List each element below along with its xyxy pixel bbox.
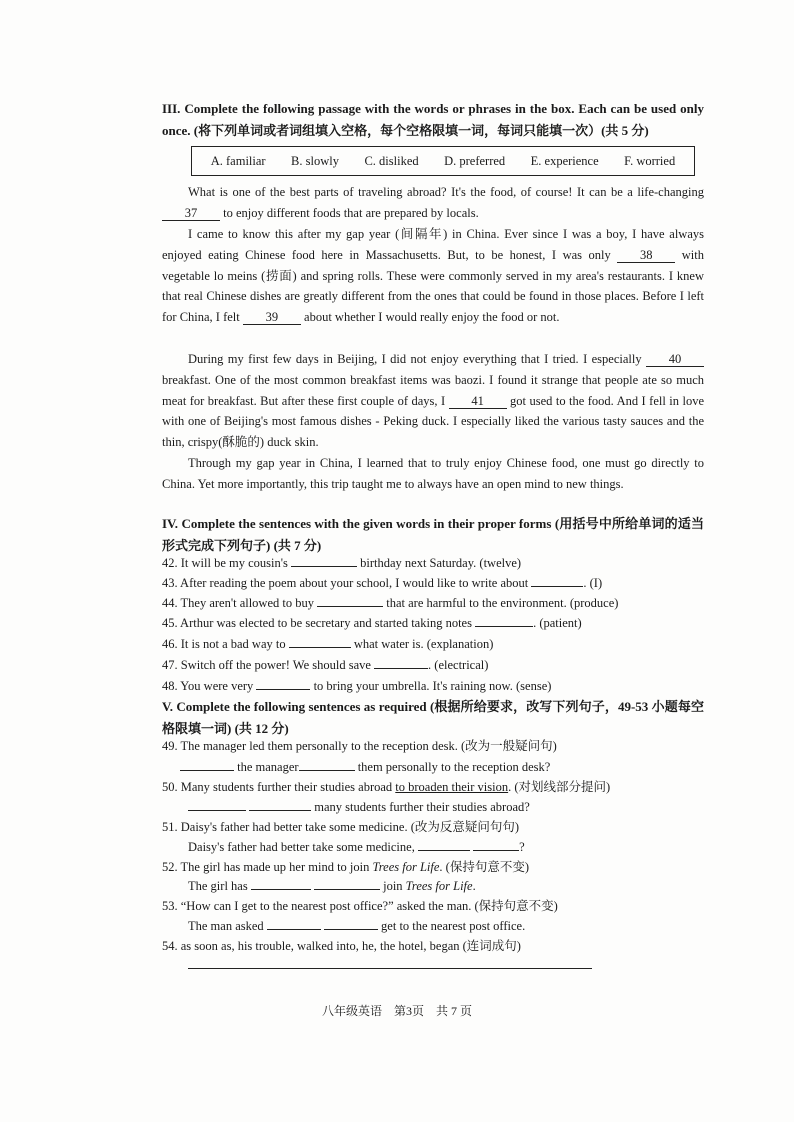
- answer-blank-51a[interactable]: [418, 838, 470, 851]
- option-b: B. slowly: [291, 153, 339, 168]
- question-50-answer: many students further their studies abroad?: [188, 797, 530, 817]
- answer-blank-43[interactable]: [531, 574, 583, 587]
- question-47: 47. Switch off the power! We should save . (electrical): [162, 658, 489, 672]
- question-46: 46. It is not a bad way to what water is. (explanation): [162, 637, 494, 651]
- passage-paragraph-1: What is one of the best parts of traveling abroad? It's the food, of course! It can be a life-changing 37 to enjoy different foods that are prepared by locals.: [162, 182, 704, 224]
- blank-37[interactable]: 37: [162, 206, 220, 221]
- blank-40[interactable]: 40: [646, 352, 704, 367]
- option-a: A. familiar: [210, 153, 266, 168]
- passage-paragraph-4: Through my gap year in China, I learned that to truly enjoy Chinese food, one must go directly to China. Yet more importantly, this trip taught me to always have an open mind to new things.: [162, 456, 704, 491]
- section-3-title: III. Complete the following passage with the words or phrases in the box. Each can be used only once. (将下列单词或者词组填入空格，每个空格限填一词，每词只能填一次）(共 5 分): [162, 101, 704, 138]
- question-42: 42. It will be my cousin's birthday next Saturday. (twelve): [162, 556, 522, 570]
- question-54: 54. as soon as, his trouble, walked into, he, the hotel, began (连词成句): [162, 939, 521, 953]
- question-51-answer: Daisy's father had better take some medicine, ?: [188, 840, 525, 854]
- answer-blank-48[interactable]: [256, 677, 310, 690]
- answer-blank-50b[interactable]: [249, 798, 311, 811]
- option-e: E. experience: [530, 153, 599, 168]
- word-box: [191, 146, 695, 176]
- question-45: 45. Arthur was elected to be secretary and started taking notes . (patient): [162, 616, 582, 630]
- answer-blank-45[interactable]: [475, 614, 533, 627]
- answer-blank-49b[interactable]: [299, 758, 355, 771]
- passage-paragraph-3: During my first few days in Beijing, I did not enjoy everything that I tried. I especially 40 breakfast. One of the most common breakfast items was baozi. I found it strange that people ate so much meat for breakfast. But after these first couple of days, I 41 got used to the food. And I fell in love with one of Beijing's most famous dishes - Peking duck. I especially liked the various tasty sauces and the thin, crispy(酥脆的) duck skin.: [162, 352, 704, 450]
- section-5-title: V. Complete the following sentences as required (根据所给要求，改写下列句子，49-53 小题每空格限填一词) (共 12 分): [162, 699, 704, 736]
- answer-blank-44[interactable]: [317, 594, 383, 607]
- question-44: 44. They aren't allowed to buy that are harmful to the environment. (produce): [162, 596, 619, 610]
- question-52-answer: The girl has join Trees for Life.: [188, 879, 476, 893]
- section-4-title: IV. Complete the sentences with the given words in their proper forms (用括号中所给单词的适当形式完成下列句子) (共 7 分): [162, 516, 704, 553]
- question-53: 53. “How can I get to the nearest post office?” asked the man. (保持句意不变): [162, 899, 558, 913]
- passage-paragraph-2: I came to know this after my gap year (间隔年) in China. Ever since I was a boy, I have always enjoyed eating Chinese food here in Massachusetts. But, to be honest, I was only 38 with vegetable lo meins (捞面) and spring rolls. These were commonly served in my area's restaurants. I knew that real Chinese dishes are greatly different from the ones that could be found in those places. Before I left for China, I felt 39 about whether I would really enjoy the food or not.: [162, 227, 704, 325]
- answer-blank-51b[interactable]: [473, 838, 519, 851]
- answer-line-54[interactable]: [188, 968, 592, 969]
- answer-blank-50a[interactable]: [188, 798, 246, 811]
- question-48: 48. You were very to bring your umbrella. It's raining now. (sense): [162, 679, 552, 693]
- answer-blank-47[interactable]: [374, 656, 428, 669]
- answer-blank-46[interactable]: [289, 635, 351, 648]
- question-49-answer: the manager them personally to the reception desk?: [180, 757, 550, 777]
- answer-blank-42[interactable]: [291, 554, 357, 567]
- blank-39[interactable]: 39: [243, 310, 301, 325]
- question-50: 50. Many students further their studies abroad to broaden their vision. (对划线部分提问): [162, 780, 611, 794]
- option-d: D. preferred: [444, 153, 506, 168]
- option-c: C. disliked: [364, 153, 419, 168]
- blank-38[interactable]: 38: [617, 248, 675, 263]
- option-f: F. worried: [624, 153, 676, 168]
- answer-blank-53b[interactable]: [324, 917, 378, 930]
- answer-blank-52a[interactable]: [251, 877, 311, 890]
- question-52: 52. The girl has made up her mind to join Trees for Life. (保持句意不变): [162, 860, 529, 874]
- answer-blank-49a[interactable]: [180, 758, 234, 771]
- question-53-answer: The man asked get to the nearest post office.: [188, 919, 526, 933]
- question-43: 43. After reading the poem about your school, I would like to write about . (I): [162, 576, 603, 590]
- question-49: 49. The manager led them personally to the reception desk. (改为一般疑问句): [162, 739, 557, 753]
- answer-blank-52b[interactable]: [314, 877, 380, 890]
- blank-41[interactable]: 41: [449, 394, 507, 409]
- answer-blank-53a[interactable]: [267, 917, 321, 930]
- page-footer: 八年级英语 第3页 共 7 页: [321, 1004, 472, 1018]
- question-51: 51. Daisy's father had better take some medicine. (改为反意疑问句句): [162, 820, 520, 834]
